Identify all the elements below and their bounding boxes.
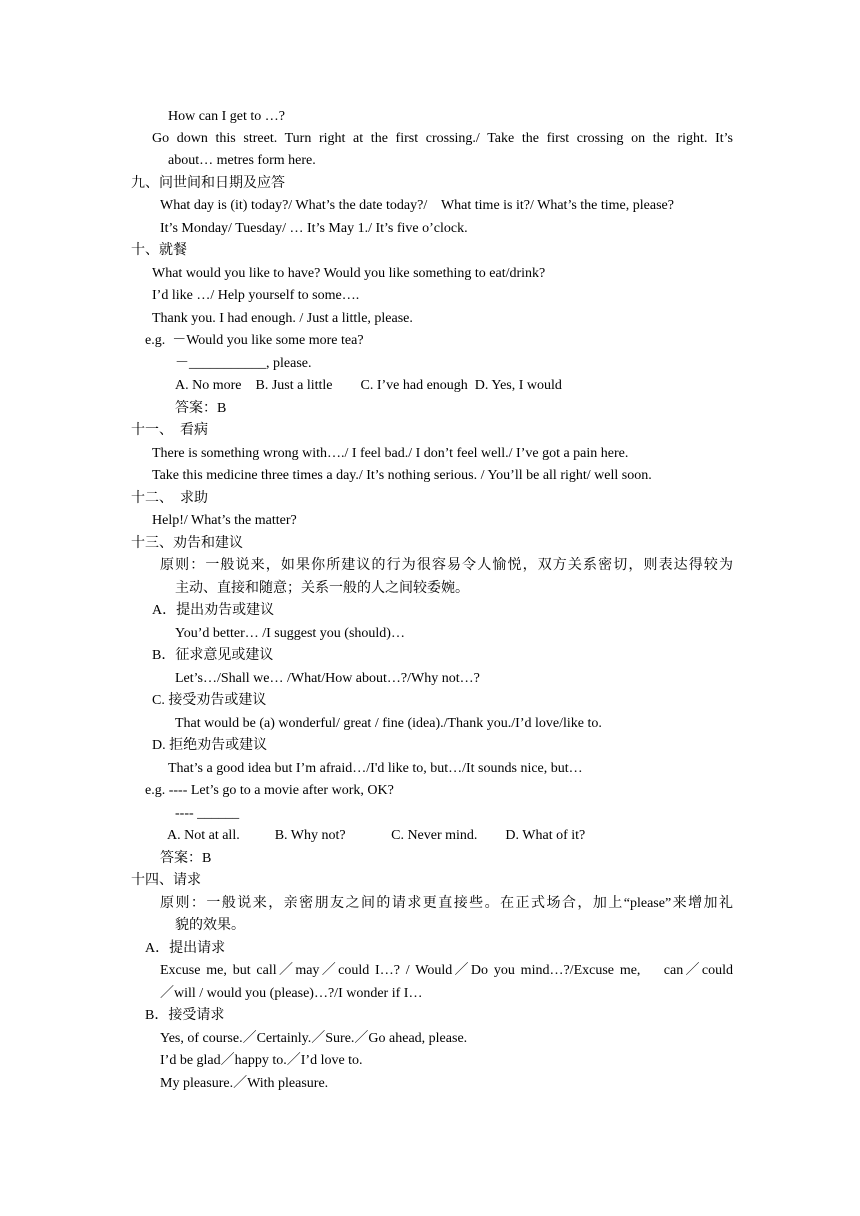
section-heading: 十二、 求助 (131, 491, 208, 506)
principle-text: 主动、直接和随意；关系一般的人之间较委婉。 (175, 581, 469, 596)
section-heading: 九、问世间和日期及应答 (131, 176, 285, 191)
text-line: It’s Monday/ Tuesday/ … It’s May 1./ It’s five o’clock. (160, 221, 468, 236)
example-options: A. Not at all. B. Why not? C. Never mind. D. What of it? (167, 828, 586, 843)
section-heading: 十四、请求 (131, 873, 201, 888)
principle-text: 貌的效果。 (175, 918, 245, 933)
text-line: Help!/ What’s the matter? (152, 513, 297, 528)
example-blank: －___________, please. (175, 356, 312, 371)
text-line: That would be (a) wonderful/ great / fine (idea)./Thank you./I’d love/like to. (175, 716, 602, 731)
section-heading: 十一、 看病 (131, 423, 208, 438)
subsection-heading: B．征求意见或建议 (152, 648, 274, 663)
text-line: What day is (it) today?/ What’s the date today?/ What time is it?/ What’s the time, please? (160, 198, 674, 213)
example-options: A. No more B. Just a little C. I’ve had enough D. Yes, I would (175, 378, 562, 393)
subsection-heading: A．提出请求 (145, 941, 226, 956)
example-question: e.g. ---- Let’s go to a movie after work, OK? (145, 783, 394, 798)
section-heading: 十、就餐 (131, 243, 187, 258)
text-line: There is something wrong with…./ I feel bad./ I don’t feel well./ I’ve got a pain here. (152, 446, 629, 461)
subsection-heading: C. 接受劝告或建议 (152, 693, 267, 708)
text-line: Take this medicine three times a day./ It’s nothing serious. / You’ll be all right/ well soon. (152, 468, 652, 483)
answer: 答案：B (160, 851, 212, 866)
principle-text: 原则：一般说来，如果你所建议的行为很容易令人愉悦，双方关系密切，则表达得较为 (160, 558, 733, 573)
text-line: about… metres form here. (168, 153, 316, 168)
text-line: Excuse me, but call／may／could I…? / Would／Do you mind…?/Excuse me, can／could (160, 963, 733, 978)
text-line: How can I get to …? (168, 109, 286, 124)
example-question: e.g. －Would you like some more tea? (145, 333, 364, 348)
answer: 答案：B (175, 401, 227, 416)
text-line: I’d like …/ Help yourself to some…. (152, 288, 360, 303)
section-heading: 十三、劝告和建议 (131, 536, 243, 551)
text-line: You’d better… /I suggest you (should)… (175, 626, 405, 641)
text-line: Go down this street. Turn right at the first crossing./ Take the first crossing on the right. It’s (152, 131, 733, 146)
text-line: I’d be glad／happy to.／I’d love to. (160, 1053, 363, 1068)
text-line: ／will / would you (please)…?/I wonder if I… (160, 986, 423, 1001)
example-blank: ---- ______ (175, 806, 240, 821)
text-line: Yes, of course.／Certainly.／Sure.／Go ahead, please. (160, 1031, 468, 1046)
text-line: Thank you. I had enough. / Just a little, please. (152, 311, 413, 326)
subsection-heading: A．提出劝告或建议 (152, 603, 275, 618)
text-line: That’s a good idea but I’m afraid…/I'd like to, but…/It sounds nice, but… (168, 761, 583, 776)
subsection-heading: D. 拒绝劝告或建议 (152, 738, 268, 753)
text-line: What would you like to have? Would you like something to eat/drink? (152, 266, 546, 281)
principle-text: 原则：一般说来，亲密朋友之间的请求更直接些。在正式场合，加上“please”来增加礼 (160, 896, 733, 911)
text-line: Let’s…/Shall we… /What/How about…?/Why not…? (175, 671, 480, 686)
text-line: My pleasure.／With pleasure. (160, 1076, 329, 1091)
subsection-heading: B．接受请求 (145, 1008, 225, 1023)
